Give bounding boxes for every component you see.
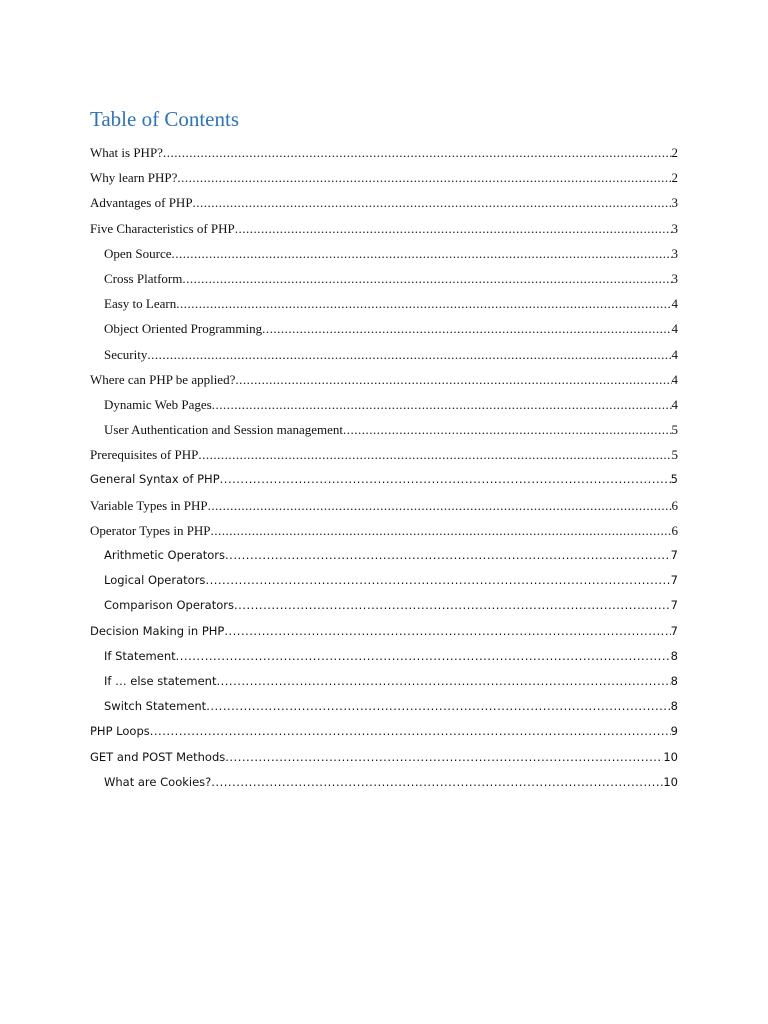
- toc-entry[interactable]: [90, 748, 678, 773]
- toc-dot-leader: [343, 420, 671, 439]
- toc-entry-title[interactable]: Security: [104, 346, 148, 362]
- toc-page-number[interactable]: 3: [671, 245, 678, 261]
- toc-dot-leader: [206, 697, 670, 716]
- toc-page-number[interactable]: 7: [670, 598, 678, 613]
- toc-dot-leader: [211, 521, 672, 540]
- toc-dot-leader: [193, 193, 672, 212]
- toc-page-number[interactable]: 7: [670, 548, 678, 562]
- toc-entry-title[interactable]: Cross Platform: [104, 270, 183, 286]
- toc-page-number[interactable]: 3: [671, 220, 678, 236]
- toc-dot-leader: [235, 219, 672, 238]
- toc-entry-title[interactable]: Easy to Learn: [104, 296, 177, 312]
- toc-entry[interactable]: [90, 697, 678, 722]
- toc-entry-title[interactable]: Logical Operators: [104, 573, 206, 588]
- toc-entry-title[interactable]: Variable Types in PHP: [90, 497, 208, 513]
- toc-entry-title[interactable]: General Syntax of PHP: [90, 472, 220, 487]
- toc-entry[interactable]: [90, 445, 678, 470]
- toc-dot-leader: [147, 345, 671, 364]
- toc-entry[interactable]: [90, 496, 678, 521]
- toc-entry[interactable]: [90, 596, 678, 621]
- toc-dot-leader: [235, 370, 671, 389]
- toc-page-number[interactable]: 8: [670, 673, 678, 688]
- toc-page-number[interactable]: 7: [670, 623, 678, 638]
- toc-page-number[interactable]: 8: [670, 699, 678, 714]
- toc-dot-leader: [262, 319, 671, 338]
- toc-entry[interactable]: [90, 168, 678, 193]
- toc-entry-title[interactable]: Switch Statement: [104, 699, 207, 714]
- toc-entry[interactable]: [90, 269, 678, 294]
- toc-page-number[interactable]: 5: [671, 422, 678, 438]
- toc-dot-leader: [205, 571, 670, 590]
- toc-page-number[interactable]: 5: [670, 472, 678, 487]
- toc-entry-title[interactable]: User Authentication and Session management: [104, 422, 344, 438]
- toc-dot-leader: [212, 395, 672, 414]
- toc-dot-leader: [163, 143, 672, 162]
- toc-dot-leader: [177, 168, 671, 187]
- toc-entry-title[interactable]: Object Oriented Programming: [104, 321, 263, 337]
- toc-entry-title[interactable]: Dynamic Web Pages: [104, 396, 212, 412]
- toc-page-number[interactable]: 4: [671, 371, 678, 387]
- toc-page-number[interactable]: 4: [671, 296, 678, 312]
- toc-page-number[interactable]: 4: [671, 321, 678, 337]
- toc-entry[interactable]: [90, 647, 678, 672]
- toc-page-number[interactable]: 10: [663, 749, 678, 764]
- toc-entry-title[interactable]: If Statement: [104, 648, 176, 663]
- toc-entry[interactable]: [90, 219, 678, 244]
- toc-entry[interactable]: [90, 420, 678, 445]
- toc-entry[interactable]: [90, 571, 678, 596]
- toc-entry-title[interactable]: What are Cookies?: [104, 774, 212, 789]
- toc-entry[interactable]: [90, 722, 678, 747]
- toc-entry[interactable]: [90, 546, 678, 571]
- toc-page-number[interactable]: 6: [671, 522, 678, 538]
- toc-entry-title[interactable]: Decision Making in PHP: [90, 623, 225, 638]
- toc-entry[interactable]: [90, 370, 678, 395]
- toc-dot-leader: [176, 647, 671, 666]
- toc-entry-title[interactable]: Operator Types in PHP: [90, 522, 211, 538]
- toc-entry[interactable]: [90, 521, 678, 546]
- toc-page-number[interactable]: 7: [670, 573, 678, 588]
- toc-entry-title[interactable]: Why learn PHP?: [90, 170, 178, 186]
- toc-dot-leader: [198, 445, 671, 464]
- toc-entry[interactable]: [90, 193, 678, 218]
- toc-entry[interactable]: [90, 470, 678, 495]
- toc-dot-leader: [234, 596, 671, 615]
- toc-dot-leader: [172, 244, 672, 263]
- toc-dot-leader: [211, 773, 663, 792]
- toc-page-number[interactable]: 2: [671, 170, 678, 186]
- toc-entry[interactable]: [90, 672, 678, 697]
- toc-entry-title[interactable]: Arithmetic Operators: [104, 548, 226, 562]
- toc-entry[interactable]: [90, 143, 678, 168]
- toc-dot-leader: [150, 722, 671, 741]
- toc-entry[interactable]: [90, 244, 678, 269]
- toc-entry[interactable]: [90, 773, 678, 798]
- toc-entry[interactable]: [90, 319, 678, 344]
- toc-dot-leader: [224, 622, 670, 641]
- toc-dot-leader: [208, 496, 672, 515]
- toc-entry-title[interactable]: Prerequisites of PHP: [90, 447, 199, 463]
- toc-page-number[interactable]: 4: [671, 396, 678, 412]
- toc-dot-leader: [176, 294, 671, 313]
- toc-entry[interactable]: [90, 622, 678, 647]
- toc-entry-title[interactable]: Where can PHP be applied?: [90, 371, 236, 387]
- toc-list: [90, 143, 678, 798]
- toc-page-number[interactable]: 4: [671, 346, 678, 362]
- toc-dot-leader: [225, 748, 663, 767]
- toc-page-number[interactable]: 3: [671, 195, 678, 211]
- toc-entry[interactable]: [90, 395, 678, 420]
- toc-entry[interactable]: [90, 345, 678, 370]
- toc-entry-title[interactable]: Open Source: [104, 245, 172, 261]
- toc-entry-title[interactable]: If … else statement: [104, 673, 217, 688]
- toc-entry-title[interactable]: PHP Loops: [90, 724, 150, 739]
- toc-dot-leader: [225, 546, 671, 565]
- toc-dot-leader: [220, 470, 671, 489]
- toc-entry-title[interactable]: Advantages of PHP: [90, 195, 193, 211]
- toc-entry-title[interactable]: What is PHP?: [90, 145, 163, 160]
- toc-entry-title[interactable]: GET and POST Methods: [90, 749, 226, 764]
- toc-entry-title[interactable]: Comparison Operators: [104, 598, 234, 613]
- toc-entry-title[interactable]: Five Characteristics of PHP: [90, 220, 235, 236]
- toc-page-number[interactable]: 3: [671, 270, 678, 286]
- toc-page-number[interactable]: 5: [671, 447, 678, 463]
- toc-page-number[interactable]: 2: [671, 145, 678, 160]
- toc-page-number[interactable]: 6: [671, 497, 678, 513]
- toc-entry[interactable]: [90, 294, 678, 319]
- toc-page-number[interactable]: 8: [670, 648, 678, 663]
- toc-heading: Table of Contents: [90, 107, 239, 131]
- toc-page-number[interactable]: 10: [663, 774, 678, 789]
- toc-dot-leader: [216, 672, 670, 691]
- toc-dot-leader: [182, 269, 671, 288]
- toc-page-number[interactable]: 9: [670, 724, 678, 739]
